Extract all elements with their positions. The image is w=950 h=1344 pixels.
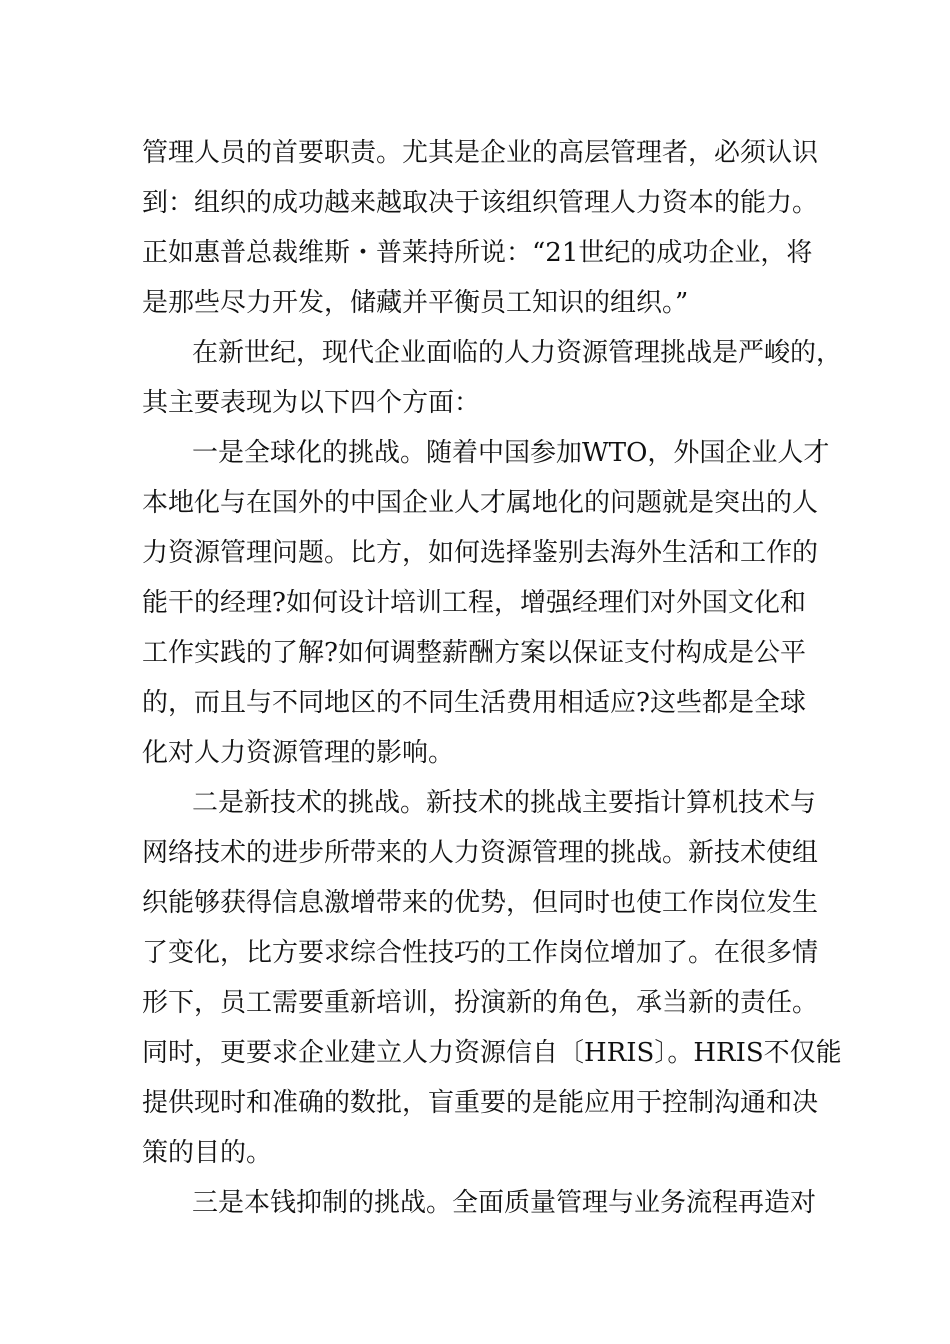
text-line-8: 本地化与在国外的中国企业人才属地化的问题就是突出的人	[142, 488, 819, 518]
text-line-6: 其主要表现为以下四个方面：	[142, 388, 481, 418]
paragraph-start-line: 三是本钱抑制的挑战。全面质量管理与业务流程再造对	[192, 1188, 817, 1218]
text-line-4: 是那些尽力开发，储藏并平衡员工知识的组织。”	[142, 288, 689, 318]
paragraph-start-line: 在新世纪，现代企业面临的人力资源管理挑战是严峻的，	[192, 338, 843, 368]
text-line-18: 形下，员工需要重新培训，扮演新的角色，承当新的责任。	[142, 988, 819, 1018]
text-line-3: 正如惠普总裁维斯・普莱持所说：“21世纪的成功企业，将	[142, 238, 813, 268]
text-line-19: 同时，更要求企业建立人力资源信自〔HRIS〕。HRIS不仅能	[142, 1038, 842, 1068]
text-line-9: 力资源管理问题。比方，如何选择鉴别去海外生活和工作的	[142, 538, 819, 568]
text-line-10: 能干的经理?如何设计培训工程，增强经理们对外国文化和	[142, 588, 806, 618]
paragraph-start-line: 二是新技术的挑战。新技术的挑战主要指计算机技术与	[192, 788, 817, 818]
paragraph-start-line: 一是全球化的挑战。随着中国参加WTO，外国企业人才	[192, 438, 830, 468]
text-line-21: 策的目的。	[142, 1138, 273, 1168]
text-line-17: 了变化，比方要求综合性技巧的工作岗位增加了。在很多情	[142, 938, 819, 968]
text-line-13: 化对人力资源管理的影响。	[142, 738, 455, 768]
text-line-11: 工作实践的了解?如何调整薪酬方案以保证支付构成是公平	[142, 638, 806, 668]
text-line-1: 管理人员的首要职责。尤其是企业的高层管理者，必须认识	[142, 138, 819, 168]
text-line-12: 的，而且与不同地区的不同生活费用相适应?这些都是全球	[142, 688, 806, 718]
text-line-16: 织能够获得信息激增带来的优势，但同时也使工作岗位发生	[142, 888, 819, 918]
text-line-15: 网络技术的进步所带来的人力资源管理的挑战。新技术使组	[142, 838, 819, 868]
text-line-2: 到：组织的成功越来越取决于该组织管理人力资本的能力。	[142, 188, 819, 218]
text-line-20: 提供现时和准确的数批，盲重要的是能应用于控制沟通和决	[142, 1088, 819, 1118]
